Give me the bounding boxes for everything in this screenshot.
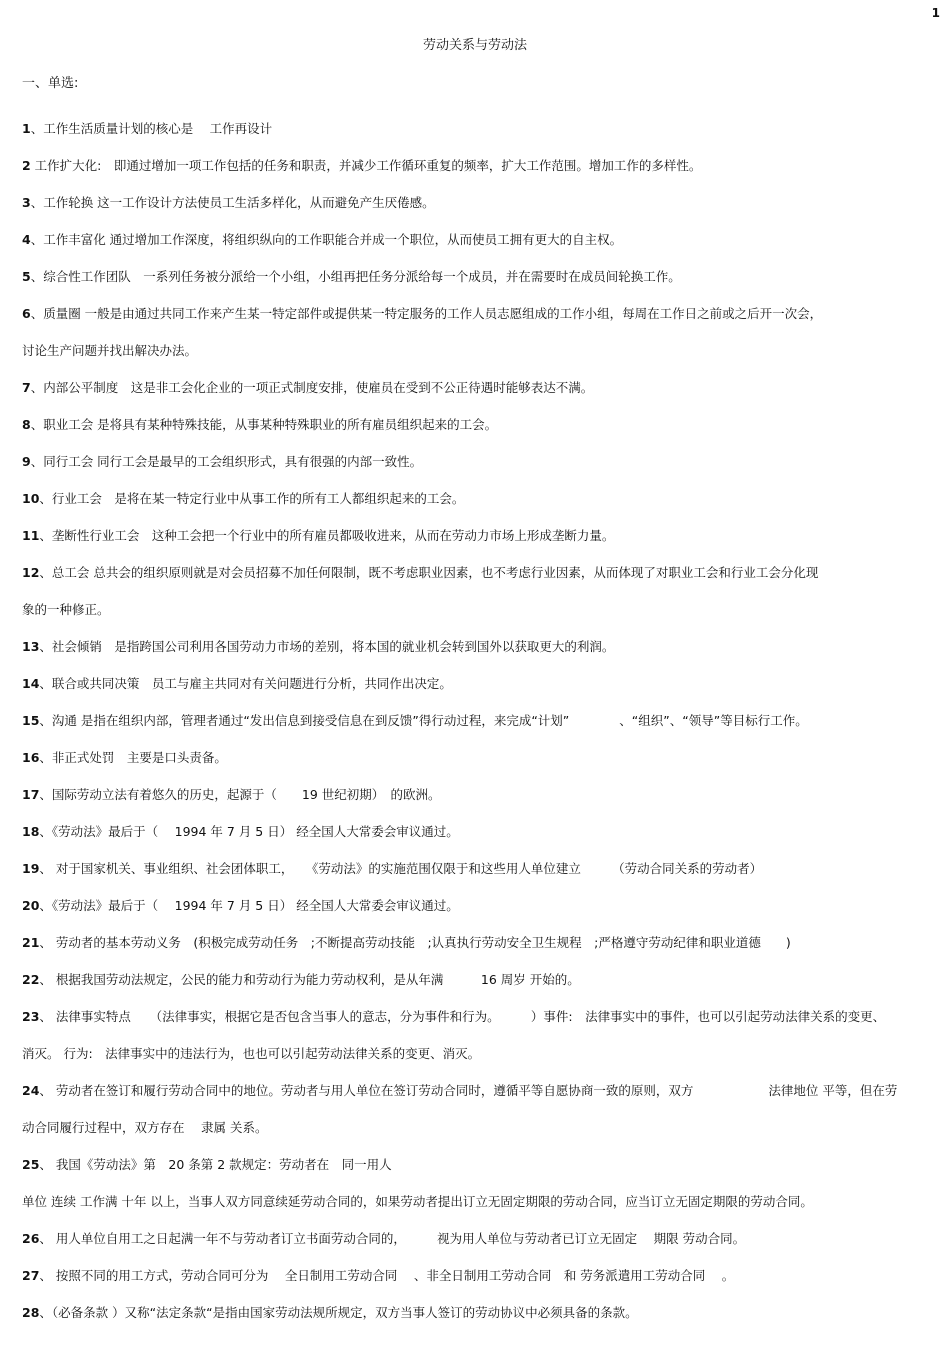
list-item-line xyxy=(22,221,927,258)
item-text: 单位 连续 工作满 十年 以上，当事人双方同意续延劳动合同的，如果劳动者提出订立无固定期限的劳动合同，应当订立无固定期限的劳动合同。 xyxy=(22,1194,813,1209)
list-item-line xyxy=(22,1146,927,1183)
list-item xyxy=(22,961,927,998)
item-text: 、（必备条款 ）又称“法定条款“是指由国家劳动法规所规定，双方当事人签订的劳动协议中必须具备的条款。 xyxy=(39,1305,638,1320)
list-item-line xyxy=(22,924,927,961)
list-item xyxy=(22,406,927,443)
item-text: 、质量圈 一般是由通过共同工作来产生某一特定部件或提供某一特定服务的工作人员志愿组成的工作小组，每周在工作日之前或之后开一次会， xyxy=(30,306,823,321)
list-item xyxy=(22,776,927,813)
list-item-line xyxy=(22,443,927,480)
item-text: 、联合或共同决策 员工与雇主共同对有关问题进行分析，共同作出决定。 xyxy=(39,676,452,691)
list-item xyxy=(22,517,927,554)
item-number: 3 xyxy=(22,195,31,210)
item-number: 28 xyxy=(22,1305,40,1320)
list-item-line xyxy=(22,998,927,1035)
list-item-line xyxy=(22,258,927,295)
list-item-line xyxy=(22,369,927,406)
list-item-line xyxy=(22,147,927,184)
item-number: 5 xyxy=(22,269,31,284)
list-item xyxy=(22,1146,927,1220)
list-item xyxy=(22,221,927,258)
item-number: 23 xyxy=(22,1009,40,1024)
list-item-line xyxy=(22,517,927,554)
list-item-line xyxy=(22,665,927,702)
list-item xyxy=(22,1257,927,1294)
item-number: 1 xyxy=(22,121,31,136)
item-text: 、沟通 是指在组织内部，管理者通过“发出信息到接受信息在到反馈”得行动过程，来完成“计划” 、“组织”、“领导”等目标行工作。 xyxy=(39,713,808,728)
item-number: 14 xyxy=(22,676,40,691)
item-text: 、同行工会 同行工会是最早的工会组织形式，具有很强的内部一致性。 xyxy=(30,454,423,469)
question-list xyxy=(22,110,927,1331)
item-number: 27 xyxy=(22,1268,40,1283)
item-number: 18 xyxy=(22,824,40,839)
item-number: 24 xyxy=(22,1083,40,1098)
item-text: 、 劳动者的基本劳动义务 (积极完成劳动任务 ;不断提高劳动技能 ;认真执行劳动安全卫生规程 ;严格遵守劳动纪律和职业道德 ) xyxy=(39,935,791,950)
list-item xyxy=(22,1294,927,1331)
list-item xyxy=(22,110,927,147)
item-text: 、社会倾销 是指跨国公司利用各国劳动力市场的差别，将本国的就业机会转到国外以获取更大的利润。 xyxy=(39,639,615,654)
list-item xyxy=(22,295,927,369)
item-text: 、行业工会 是将在某一特定行业中从事工作的所有工人都组织起来的工会。 xyxy=(39,491,465,506)
item-number: 21 xyxy=(22,935,40,950)
item-text: 、 法律事实特点 （法律事实，根据它是否包含当事人的意志，分为事件和行为。 ）事件: 法律事实中的事件，也可以引起劳动法律关系的变更、 xyxy=(39,1009,886,1024)
list-item-line xyxy=(22,184,927,221)
list-item-line xyxy=(22,480,927,517)
list-item-line xyxy=(22,961,927,998)
item-number: 13 xyxy=(22,639,40,654)
item-text: 、总工会 总共会的组织原则就是对会员招募不加任何限制，既不考虑职业因素，也不考虑行业因素，从而体现了对职业工会和行业工会分化现 xyxy=(39,565,819,580)
list-item-line xyxy=(22,332,927,369)
list-item xyxy=(22,850,927,887)
item-number: 25 xyxy=(22,1157,40,1172)
item-number: 9 xyxy=(22,454,31,469)
item-number: 10 xyxy=(22,491,40,506)
list-item xyxy=(22,998,927,1072)
list-item xyxy=(22,184,927,221)
item-text: 、工作丰富化 通过增加工作深度，将组织纵向的工作职能合并成一个职位，从而使员工拥有更大的自主权。 xyxy=(30,232,623,247)
item-text: 、 按照不同的用工方式，劳动合同可分为 全日制用工劳动合同 、非全日制用工劳动合同 和 劳务派遣用工劳动合同 。 xyxy=(39,1268,735,1283)
list-item xyxy=(22,924,927,961)
item-number: 17 xyxy=(22,787,40,802)
list-item-line xyxy=(22,850,927,887)
item-number: 7 xyxy=(22,380,31,395)
list-item-line xyxy=(22,1035,927,1072)
list-item-line xyxy=(22,295,927,332)
item-text: 、内部公平制度 这是非工会化企业的一项正式制度安排，使雇员在受到不公正待遇时能够表达不满。 xyxy=(30,380,594,395)
list-item-line xyxy=(22,1109,927,1146)
item-text: 动合同履行过程中，双方存在 隶属 关系。 xyxy=(22,1120,268,1135)
list-item-line xyxy=(22,1257,927,1294)
item-text: 、 劳动者在签订和履行劳动合同中的地位。劳动者与用人单位在签订劳动合同时，遵循平等自愿协商一致的原则，双方 法律地位 平等，但在劳 xyxy=(39,1083,898,1098)
item-number: 22 xyxy=(22,972,40,987)
item-number: 15 xyxy=(22,713,40,728)
item-number: 2 xyxy=(22,158,31,173)
item-number: 16 xyxy=(22,750,40,765)
list-item xyxy=(22,1072,927,1146)
list-item xyxy=(22,258,927,295)
list-item-line xyxy=(22,1294,927,1331)
item-text: 、 用人单位自用工之日起满一年不与劳动者订立书面劳动合同的， 视为用人单位与劳动者已订立无固定 期限 劳动合同。 xyxy=(39,1231,746,1246)
list-item xyxy=(22,702,927,739)
list-item xyxy=(22,554,927,628)
item-text: 讨论生产问题并找出解决办法。 xyxy=(22,343,198,358)
list-item-line xyxy=(22,591,927,628)
item-text: 、 我国《劳动法》第 20 条第 2 款规定：劳动者在 同一用人 xyxy=(39,1157,392,1172)
item-text: 、工作生活质量计划的核心是 工作再设计 xyxy=(30,121,273,136)
list-item xyxy=(22,480,927,517)
item-text: 、《劳动法》最后于（ 1994 年 7 月 5 日） 经全国人大常委会审议通过。 xyxy=(39,898,459,913)
item-text: 、国际劳动立法有着悠久的历史，起源于（ 19 世纪初期） 的欧洲。 xyxy=(39,787,441,802)
item-number: 19 xyxy=(22,861,40,876)
list-item-line xyxy=(22,776,927,813)
item-number: 4 xyxy=(22,232,31,247)
item-text: 、 根据我国劳动法规定，公民的能力和劳动行为能力劳动权利，是从年满 16 周岁 开始的。 xyxy=(39,972,580,987)
item-text: 消灭。 行为: 法律事实中的违法行为，也也可以引起劳动法律关系的变更、消灭。 xyxy=(22,1046,481,1061)
page-number: 1 xyxy=(931,6,940,20)
list-item xyxy=(22,1220,927,1257)
item-text: 、非正式处罚 主要是口头责备。 xyxy=(39,750,227,765)
list-item-line xyxy=(22,813,927,850)
list-item-line xyxy=(22,1220,927,1257)
document-title: 劳动关系与劳动法 xyxy=(422,38,527,53)
item-text: 、工作轮换 这一工作设计方法使员工生活多样化，从而避免产生厌倦感。 xyxy=(30,195,435,210)
list-item-line xyxy=(22,887,927,924)
list-item-line xyxy=(22,739,927,776)
item-text: 工作扩大化: 即通过增加一项工作包括的任务和职责，并减少工作循环重复的频率，扩大工作范围。增加工作的多样性。 xyxy=(30,158,702,173)
list-item-line xyxy=(22,702,927,739)
list-item xyxy=(22,369,927,406)
list-item xyxy=(22,665,927,702)
list-item xyxy=(22,628,927,665)
item-text: 、综合性工作团队 一系列任务被分派给一个小组，小组再把任务分派给每一个成员，并在需要时在成员间轮换工作。 xyxy=(30,269,681,284)
item-number: 26 xyxy=(22,1231,40,1246)
list-item-line xyxy=(22,1072,927,1109)
item-number: 12 xyxy=(22,565,40,580)
item-text: 、《劳动法》最后于（ 1994 年 7 月 5 日） 经全国人大常委会审议通过。 xyxy=(39,824,459,839)
list-item-line xyxy=(22,554,927,591)
item-text: 、垄断性行业工会 这种工会把一个行业中的所有雇员都吸收进来，从而在劳动力市场上形成垄断力量。 xyxy=(39,528,615,543)
list-item xyxy=(22,739,927,776)
list-item-line xyxy=(22,1183,927,1220)
section-heading: 一、单选: xyxy=(22,76,79,91)
list-item-line xyxy=(22,406,927,443)
item-text: 象的一种修正。 xyxy=(22,602,110,617)
list-item xyxy=(22,147,927,184)
list-item xyxy=(22,887,927,924)
item-number: 6 xyxy=(22,306,31,321)
list-item xyxy=(22,813,927,850)
item-number: 11 xyxy=(22,528,40,543)
item-text: 、职业工会 是将具有某种特殊技能，从事某种特殊职业的所有雇员组织起来的工会。 xyxy=(30,417,498,432)
list-item-line xyxy=(22,110,927,147)
item-number: 8 xyxy=(22,417,31,432)
list-item xyxy=(22,443,927,480)
list-item-line xyxy=(22,628,927,665)
item-text: 、 对于国家机关、事业组织、社会团体职工， 《劳动法》的实施范围仅限于和这些用人单位建立 （劳动合同关系的劳动者） xyxy=(39,861,763,876)
item-number: 20 xyxy=(22,898,40,913)
